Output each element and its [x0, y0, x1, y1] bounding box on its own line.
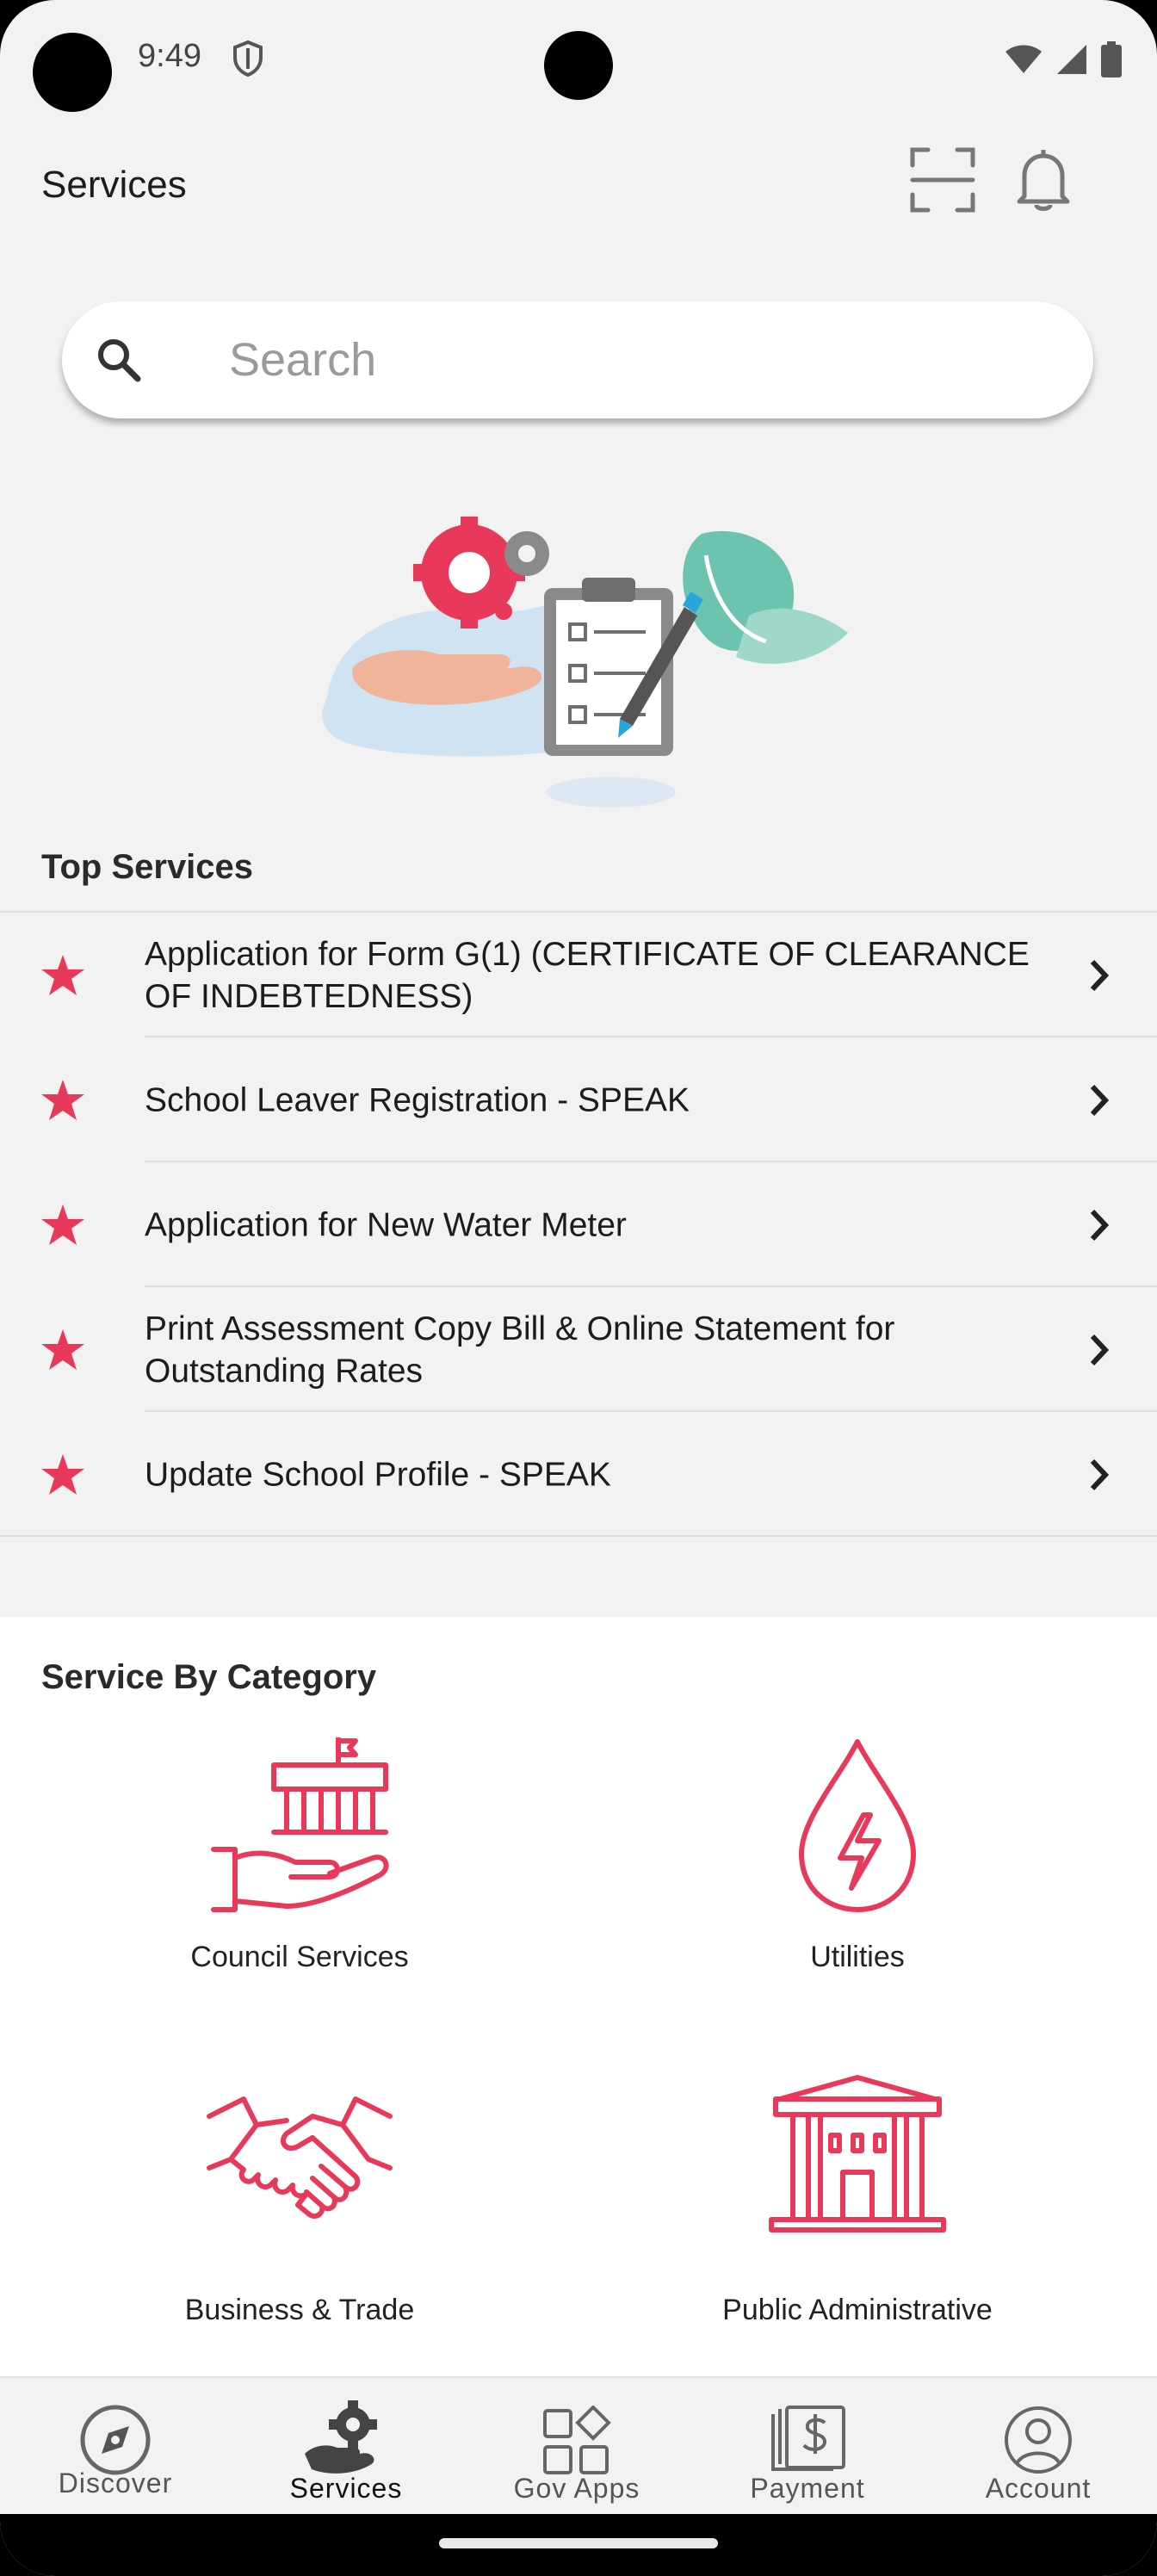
- cellular-signal-icon: [1055, 43, 1088, 76]
- top-services-list: [0, 911, 1157, 1537]
- star-icon: [40, 1452, 86, 1497]
- home-indicator[interactable]: [439, 2538, 718, 2548]
- top-services-heading: Top Services: [41, 848, 254, 886]
- battery-icon: [1100, 41, 1123, 77]
- compass-icon: [79, 2404, 152, 2476]
- system-icons: [1004, 41, 1123, 77]
- service-label: Application for New Water Meter: [145, 1206, 627, 1243]
- page-title: Services: [41, 164, 187, 206]
- service-label: Application for Form G(1) (CERTIFICATE OF CLEARANCE OF INDEBTEDNESS): [145, 935, 1030, 1015]
- camera-cutout-left: [33, 33, 112, 112]
- app-header: [0, 138, 1157, 241]
- star-icon: [40, 1078, 86, 1123]
- nav-label: Payment: [750, 2473, 865, 2504]
- category-label: Public Administrative: [722, 2294, 993, 2326]
- status-time: 9:49: [138, 38, 201, 74]
- council-hand-building-icon: [209, 1737, 390, 1918]
- category-utilities[interactable]: [642, 1737, 1073, 2065]
- list-item[interactable]: [0, 1412, 1157, 1537]
- nav-services[interactable]: [231, 2378, 461, 2516]
- gesture-bar: [0, 2514, 1157, 2576]
- scan-icon[interactable]: [909, 146, 976, 214]
- services-illustration: [301, 504, 861, 814]
- category-public-administrative[interactable]: [642, 2090, 1073, 2418]
- nav-payment[interactable]: [692, 2378, 923, 2516]
- chevron-right-icon: [1088, 1458, 1111, 1492]
- chevron-right-icon: [1088, 1208, 1111, 1242]
- star-icon: [40, 1203, 86, 1248]
- notification-bell-icon[interactable]: [1012, 145, 1074, 214]
- category-council-services[interactable]: [84, 1737, 515, 2065]
- nav-label: Gov Apps: [513, 2473, 640, 2504]
- star-icon: [40, 1328, 86, 1372]
- categories-heading: Service By Category: [41, 1658, 377, 1696]
- gear-hand-icon: [303, 2400, 389, 2478]
- search-icon: [93, 334, 145, 386]
- nav-label: Discover: [58, 2468, 173, 2499]
- category-label: Council Services: [190, 1941, 409, 1973]
- search-bar[interactable]: [62, 301, 1093, 418]
- nav-label: Account: [985, 2473, 1092, 2504]
- bottom-navigation: [0, 2376, 1157, 2514]
- government-building-icon: [767, 2073, 948, 2237]
- divider: [0, 1535, 1157, 1537]
- camera-cutout-center: [544, 31, 613, 100]
- category-label: Business & Trade: [184, 2294, 415, 2326]
- apps-grid-icon: [541, 2406, 612, 2476]
- chevron-right-icon: [1088, 1333, 1111, 1367]
- star-icon: [40, 953, 86, 998]
- wifi-icon: [1004, 44, 1043, 75]
- list-item[interactable]: [0, 1287, 1157, 1412]
- account-icon: [1004, 2406, 1073, 2474]
- payment-bill-icon: [768, 2406, 847, 2474]
- status-bar: [0, 0, 1157, 129]
- service-label: Update School Profile - SPEAK: [145, 1456, 611, 1493]
- chevron-right-icon: [1088, 1083, 1111, 1118]
- list-item[interactable]: [0, 913, 1157, 1037]
- service-label: Print Assessment Copy Bill & Online Statement for Outstanding Rates: [145, 1310, 895, 1390]
- nav-gov-apps[interactable]: [461, 2378, 692, 2516]
- water-lightning-drop-icon: [793, 1737, 922, 1918]
- nav-account[interactable]: [923, 2378, 1154, 2516]
- service-label: School Leaver Registration - SPEAK: [145, 1081, 690, 1118]
- shield-icon: [232, 40, 263, 77]
- category-business-trade[interactable]: [84, 2090, 515, 2418]
- service-categories-panel: [0, 1617, 1157, 2376]
- list-item[interactable]: [0, 1037, 1157, 1162]
- list-item[interactable]: [0, 1162, 1157, 1287]
- chevron-right-icon: [1088, 958, 1111, 993]
- search-input[interactable]: [229, 301, 1055, 418]
- category-label: Utilities: [810, 1941, 905, 1973]
- handshake-icon: [205, 2090, 394, 2237]
- nav-discover[interactable]: [0, 2378, 231, 2516]
- nav-label: Services: [289, 2473, 403, 2504]
